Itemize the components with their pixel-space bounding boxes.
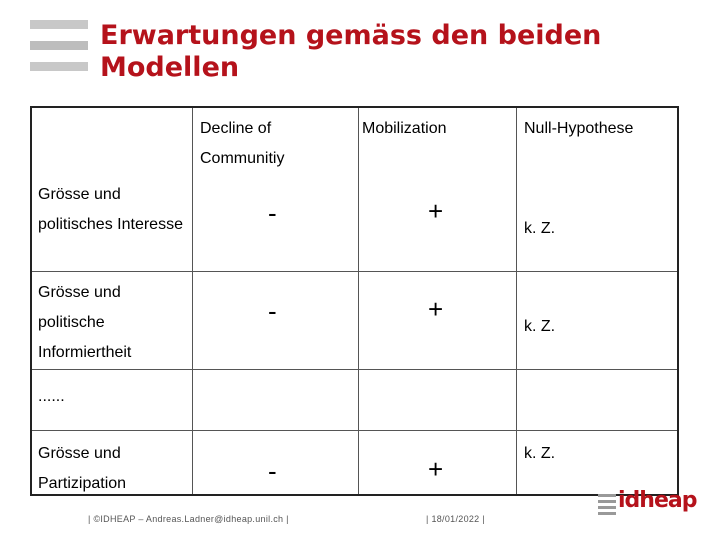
header-null-hypothese: Null-Hypothese xyxy=(524,120,634,137)
header-mobilization: Mobilization xyxy=(362,120,447,137)
cell-decline: - xyxy=(268,296,277,326)
cell-decline: - xyxy=(268,198,277,228)
header-decline: Decline of Communitiy xyxy=(200,120,285,167)
idheap-logo xyxy=(598,488,697,520)
cell-mobilization: + xyxy=(428,294,444,324)
slide-title: Erwartungen gemäss den beiden Modellen xyxy=(100,20,602,83)
row-label: ...... xyxy=(38,388,65,405)
row-label: Grösse und politisches Interesse xyxy=(38,186,183,233)
cell-mobilization: + xyxy=(428,454,444,484)
cell-mobilization: + xyxy=(428,196,444,226)
footer-credit: | ©IDHEAP – Andreas.Ladner@idheap.unil.ch | xyxy=(88,514,289,524)
expectations-table xyxy=(30,106,679,496)
cell-decline: - xyxy=(268,456,277,486)
footer-date: | 18/01/2022 | xyxy=(426,514,485,524)
row-label: Grösse und politische Informiertheit xyxy=(38,284,132,361)
cell-null: k. Z. xyxy=(524,318,556,335)
row-label: Grösse und Partizipation xyxy=(38,445,127,492)
cell-null: k. Z. xyxy=(524,220,556,237)
brand-wordmark: idheap xyxy=(618,488,697,513)
cell-null: k. Z. xyxy=(524,445,556,462)
menu-stripes-logo xyxy=(30,20,88,83)
